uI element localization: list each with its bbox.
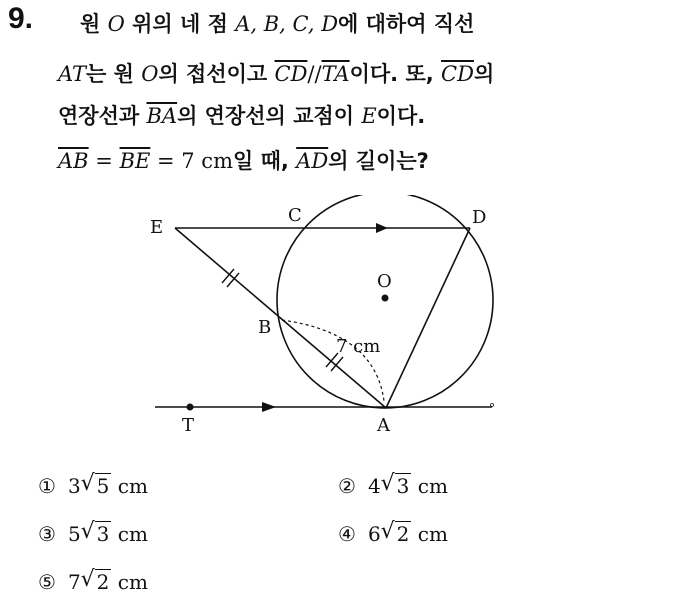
radical [380,519,412,546]
coefficient: 6 [367,522,381,546]
text: 는 원 [86,62,142,86]
unit: cm [117,570,148,594]
text: 연장선과 [58,104,147,128]
problem-line-2 [58,58,494,88]
radical [380,471,412,498]
unit: cm [417,522,448,546]
choice-3[interactable] [38,519,148,546]
radical [80,471,112,498]
coefficient: 7 [67,570,81,594]
parallel-sign: // [307,62,322,86]
sqrt-icon: √ [80,567,95,592]
choice-5[interactable] [38,567,148,594]
label-a: A [377,415,390,436]
radicand: 2 [396,522,410,546]
geometry-figure [0,195,674,445]
arrow-ed [376,223,388,233]
math-points: A, B, C, D [235,12,339,36]
label-o: O [377,271,392,292]
label-e: E [150,217,164,238]
choice-number: ① [38,474,56,498]
choice-1[interactable] [38,471,148,498]
segment-ba: $\overline{BA}$ [146,104,178,128]
text: 위의 네 점 [124,12,236,36]
text: 에 대하여 직선 [338,12,475,36]
choice-number: ⑤ [38,570,56,594]
segment-ab: $\overline{AB}$ [58,149,89,173]
radical [80,567,112,594]
length-label: 7 cm [336,336,381,357]
sqrt-icon: √ [80,519,95,544]
text: 의 길이는? [328,149,429,173]
question-number: 9. [8,2,34,35]
label-c: C [288,205,302,226]
unit: cm [117,522,148,546]
math-o: O [141,62,159,86]
length-value: = 7 cm [150,149,233,173]
label-t: T [182,415,195,436]
endpoint-mark [491,404,494,407]
line-ea [175,228,386,408]
choice-2[interactable] [338,471,448,498]
point-t [187,404,194,411]
sqrt-icon: √ [80,471,95,496]
radical [80,519,112,546]
math-e: E [361,104,377,128]
segment-be: $\overline{BE}$ [119,149,151,173]
math-o: O [107,12,125,36]
label-b: B [258,317,272,338]
sqrt-icon: √ [380,471,395,496]
equals: = [88,149,120,173]
text: 이다. [376,104,426,128]
text: 의 접선이고 [158,62,275,86]
radicand: 3 [96,522,110,546]
sqrt-icon: √ [380,519,395,544]
text: 원 [80,12,108,36]
label-d: D [472,207,487,228]
problem-line-3 [58,100,425,130]
text: 의 연장선의 교점이 [177,104,362,128]
radicand: 2 [96,570,110,594]
text: 일 때, [233,149,297,173]
choice-4[interactable] [338,519,448,546]
segment-cd: $\overline{CD}$ [441,62,474,86]
coefficient: 5 [67,522,81,546]
segment-ad: $\overline{AD}$ [296,149,329,173]
radicand: 3 [396,474,410,498]
problem-line-4 [58,145,429,175]
coefficient: 3 [67,474,81,498]
choice-number: ③ [38,522,56,546]
math-at: AT [58,62,87,86]
text: 이다. 또, [349,62,442,86]
problem-line-1 [80,8,474,38]
unit: cm [117,474,148,498]
coefficient: 4 [367,474,381,498]
radicand: 5 [96,474,110,498]
center-point [382,295,389,302]
arrow-tangent [262,402,276,412]
unit: cm [417,474,448,498]
choice-number: ② [338,474,356,498]
segment-cd: $\overline{CD}$ [274,62,308,86]
segment-ta: $\overline{TA}$ [321,62,350,86]
text: 의 [473,62,495,86]
choice-number: ④ [338,522,356,546]
